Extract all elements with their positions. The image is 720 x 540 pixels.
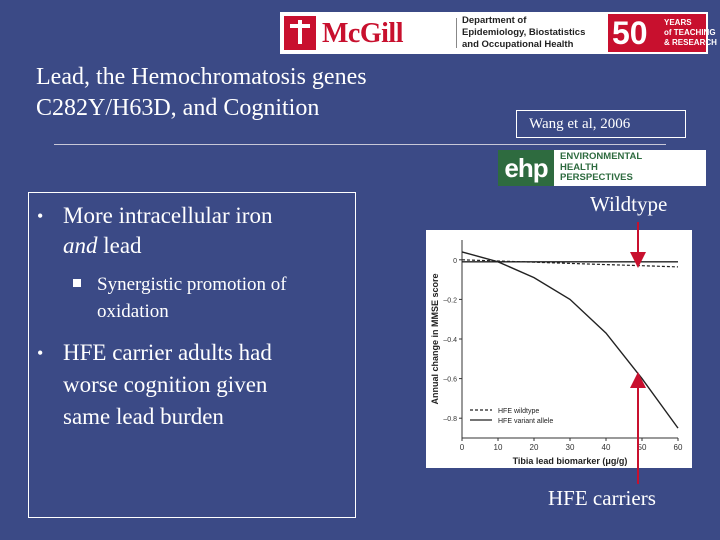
legend-label: HFE variant allele	[498, 418, 554, 425]
sub-bullet-square-icon	[73, 279, 81, 287]
journal-name-line: HEALTH	[560, 161, 598, 173]
y-tick-label: –0.4	[443, 337, 457, 344]
bullet-line	[63, 231, 272, 261]
title-line: C282Y/H63D, and Cognition	[36, 95, 320, 121]
journal-logo	[498, 150, 706, 186]
header-logo-strip	[280, 12, 717, 54]
slide-title	[36, 62, 367, 124]
ehp-logo-mark: ehp	[498, 150, 554, 186]
x-tick-label: 30	[565, 443, 575, 452]
bullet-line-rest: lead	[97, 233, 142, 258]
bullet-line: More intracellular iron	[63, 203, 273, 228]
anniversary-line: of TEACHING	[664, 28, 716, 37]
journal-name	[560, 152, 642, 184]
sub-bullet-line: Synergistic promotion of	[97, 274, 287, 295]
x-tick-label: 20	[529, 443, 539, 452]
bullet-line: HFE carrier adults had	[63, 340, 272, 365]
y-tick-label: –0.8	[443, 416, 457, 424]
department-line: Department of	[462, 15, 527, 26]
journal-name-line: PERSPECTIVES	[560, 172, 633, 183]
bullet-dot-icon: •	[37, 206, 44, 226]
department-line: and Occupational Health	[462, 39, 574, 50]
mcgill-logo	[284, 16, 454, 50]
series-line-1	[462, 252, 678, 428]
bullet-text	[63, 337, 272, 433]
bullet-box	[28, 192, 356, 518]
anniversary-text	[664, 18, 717, 48]
mcgill-crest-icon	[284, 16, 316, 50]
y-axis-label: Annual change in MMSE score	[430, 273, 440, 405]
university-name: McGill	[322, 18, 403, 49]
department-name	[462, 15, 602, 51]
mmse-chart	[426, 230, 692, 468]
x-tick-label: 40	[601, 443, 611, 452]
anniversary-line: & RESEARCH	[664, 38, 717, 47]
sub-bullet-text	[97, 271, 287, 325]
x-tick-label: 60	[673, 443, 683, 452]
logo-divider	[456, 18, 457, 48]
y-tick-label: –0.2	[443, 297, 457, 305]
y-tick-label: –0.6	[443, 376, 457, 384]
x-tick-label: 50	[637, 443, 647, 452]
bullet-line: worse cognition given	[63, 372, 268, 397]
bullet-italic-word: and	[63, 233, 98, 258]
citation-box: Wang et al, 2006	[516, 110, 686, 138]
legend-label: HFE wildtype	[498, 408, 540, 415]
wildtype-label: Wildtype	[590, 192, 668, 216]
x-tick-label: 10	[493, 443, 503, 452]
x-tick-label: 0	[459, 443, 465, 452]
department-line: Epidemiology, Biostatistics	[462, 27, 586, 38]
bullet-dot-icon: •	[37, 343, 44, 363]
journal-name-line: ENVIRONMENTAL	[560, 151, 643, 162]
anniversary-line: YEARS	[664, 18, 692, 27]
anniversary-number: 50	[612, 15, 648, 51]
bullet-text	[63, 201, 272, 261]
anniversary-badge	[608, 14, 717, 52]
x-axis-label: Tibia lead biomarker (μg/g)	[512, 456, 628, 466]
sub-bullet-line: oxidation	[97, 301, 169, 322]
bullet-line: same lead burden	[63, 404, 224, 429]
y-tick-label: 0	[453, 257, 457, 265]
hfe-carriers-label: HFE carriers	[548, 486, 656, 510]
chart-panel	[426, 230, 692, 468]
title-divider	[54, 144, 666, 145]
title-line: Lead, the Hemochromatosis genes	[36, 64, 367, 90]
